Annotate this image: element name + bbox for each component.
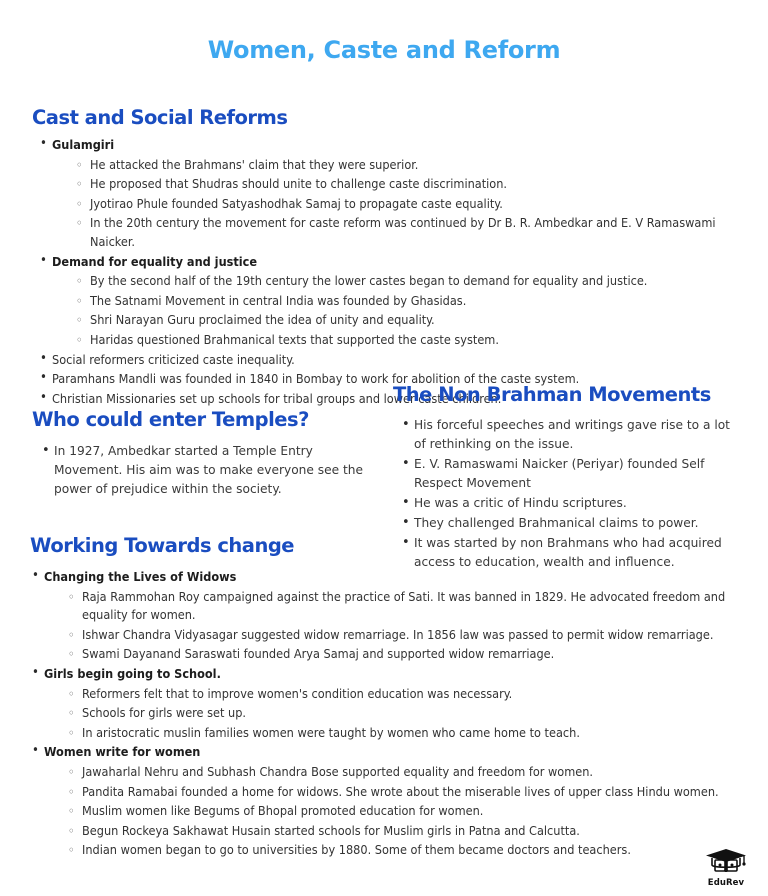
sublist-item: ◦ He attacked the Brahmans' claim that they were superior.: [76, 156, 762, 175]
list-temples: [40, 442, 370, 500]
sublist-item: ◦ Swami Dayanand Saraswati founded Arya Samaj and supported widow remarriage.: [68, 645, 760, 664]
edurev-logo: [698, 847, 754, 888]
section-heading-non-brahman: The Non Brahman Movements: [393, 383, 711, 406]
list-item-label: Demand for equality and justice: [52, 253, 258, 269]
sublist-item: ◦ Begun Rockeya Sakhawat Husain started schools for Muslim girls in Patna and Calcutta.: [68, 822, 760, 841]
sublist-item: ◦ Jawaharlal Nehru and Subhash Chandra Bose supported equality and freedom for women.: [68, 763, 760, 782]
sublist: [68, 763, 760, 860]
sublist-item: ◦ The Satnami Movement in central India was founded by Ghasidas.: [76, 292, 762, 311]
sublist: [76, 156, 762, 252]
list-item-label: Girls begin going to School.: [44, 665, 221, 681]
sublist-item: ◦ Reformers felt that to improve women's condition education was necessary.: [68, 685, 760, 704]
list-working-towards-change: [30, 568, 760, 861]
list-caste-reforms: [38, 136, 762, 409]
sublist-item: ◦ Haridas questioned Brahmanical texts that supported the caste system.: [76, 331, 762, 350]
section-heading-working-towards-change: Working Towards change: [30, 534, 295, 557]
sublist: [68, 685, 760, 743]
list-item: [38, 136, 762, 252]
list-item: • His forceful speeches and writings gave rise to a lot of rethinking on the issue.: [400, 416, 740, 454]
list-item: [30, 743, 760, 860]
list-item: • Paramhans Mandli was founded in 1840 in Bombay to work for abolition of the caste system.: [38, 370, 762, 389]
list-item: • He was a critic of Hindu scriptures.: [400, 494, 740, 513]
sublist: [76, 272, 762, 349]
page-title: Women, Caste and Reform: [207, 36, 561, 64]
list-item: • In 1927, Ambedkar started a Temple Entry Movement. His aim was to make everyone see the power of prejudice within the society.: [40, 442, 370, 499]
list-item: • E. V. Ramaswami Naicker (Periyar) founded Self Respect Movement: [400, 455, 740, 493]
sublist-item: ◦ Pandita Ramabai founded a home for widows. She wrote about the miserable lives of upper class Hindu women.: [68, 783, 760, 802]
list-item-label: Women write for women: [44, 744, 201, 760]
sublist-item: ◦ He proposed that Shudras should unite to challenge caste discrimination.: [76, 175, 762, 194]
sublist-item: ◦ Raja Rammohan Roy campaigned against the practice of Sati. It was banned in 1829. He advocated freedom and equality for women.: [68, 588, 760, 625]
list-item: • It was started by non Brahmans who had acquired access to education, wealth and influence.: [400, 534, 740, 572]
section-heading-temples: Who could enter Temples?: [32, 408, 309, 431]
sublist-item: ◦ In aristocratic muslin families women were taught by women who came home to teach.: [68, 724, 760, 743]
list-item-label: Gulamgiri: [52, 137, 115, 152]
list-item: [38, 253, 762, 350]
list-item: • Christian Missionaries set up schools for tribal groups and lower caste children.: [38, 390, 762, 409]
sublist-item: ◦ In the 20th century the movement for caste reform was continued by Dr B. R. Ambedkar and E. V Ramaswami Naicker.: [76, 214, 762, 251]
list-item: • Social reformers criticized caste inequality.: [38, 351, 762, 370]
edurev-logo-text: EduRev: [707, 878, 745, 888]
list-item: • They challenged Brahmanical claims to power.: [400, 514, 740, 533]
sublist: [68, 588, 760, 664]
sublist-item: ◦ Schools for girls were set up.: [68, 704, 760, 723]
list-item: [30, 568, 760, 664]
sublist-item: ◦ Muslim women like Begums of Bhopal promoted education for women.: [68, 802, 760, 821]
graduation-cap-icon: [704, 847, 748, 877]
list-item: [30, 665, 760, 742]
sublist-item: ◦ Shri Narayan Guru proclaimed the idea of unity and equality.: [76, 311, 762, 330]
sublist-item: ◦ Ishwar Chandra Vidyasagar suggested widow remarriage. In 1856 law was passed to permit widow remarriage.: [68, 626, 760, 645]
list-non-brahman: [400, 416, 740, 573]
sublist-item: ◦ Jyotirao Phule founded Satyashodhak Samaj to propagate caste equality.: [76, 195, 762, 214]
list-item-label: Changing the Lives of Widows: [44, 569, 237, 584]
section-heading-caste-reforms: Cast and Social Reforms: [32, 106, 288, 129]
sublist-item: ◦ Indian women began to go to universities by 1880. Some of them became doctors and teachers.: [68, 841, 760, 860]
sublist-item: ◦ By the second half of the 19th century the lower castes began to demand for equality and justice.: [76, 272, 762, 291]
